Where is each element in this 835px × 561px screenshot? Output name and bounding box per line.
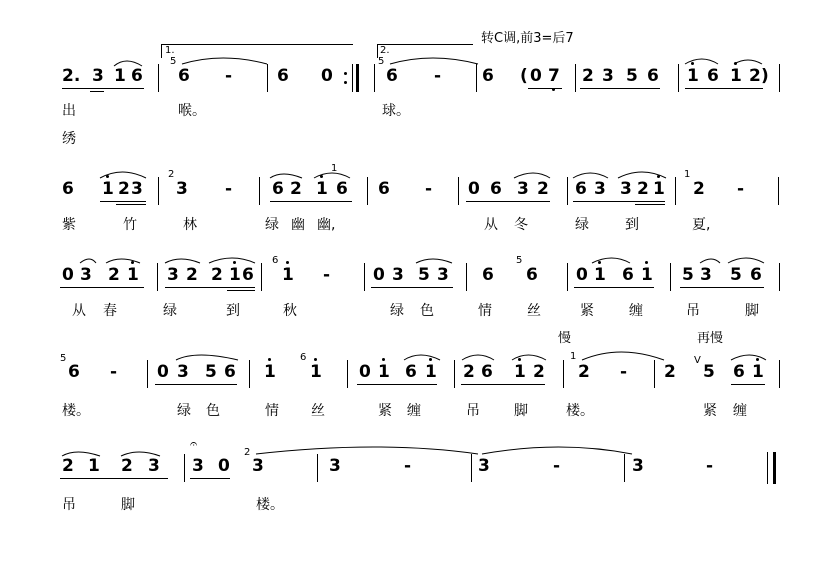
- note: 1: [378, 362, 390, 382]
- barline: [476, 64, 477, 92]
- barline: [261, 263, 262, 291]
- key-change-annotation: 转C调,前3=后7: [481, 31, 574, 46]
- lyric: 楼。: [566, 403, 594, 419]
- lyric: 从: [484, 217, 498, 233]
- breath-mark: V: [694, 355, 701, 366]
- lyric: 喉。: [178, 103, 206, 119]
- note: 3: [437, 265, 449, 285]
- note: 6: [386, 66, 398, 86]
- final-barline-thin: [767, 452, 768, 484]
- lyric: 绿: [390, 303, 404, 319]
- volta-1-left: [161, 44, 162, 58]
- barline: [454, 360, 455, 388]
- staff-line-1: [0, 56, 835, 94]
- note: 1: [114, 66, 126, 86]
- lyric: 冬: [514, 217, 528, 233]
- barline: [654, 360, 655, 388]
- octave-dot-high: [518, 358, 521, 361]
- rest: 0: [218, 456, 230, 476]
- note: 2: [121, 456, 133, 476]
- barline: [675, 177, 676, 205]
- note: 6: [272, 179, 284, 199]
- note: 1: [282, 265, 294, 285]
- note: 6: [378, 179, 390, 199]
- octave-dot-high: [382, 358, 385, 361]
- underline-beam: [60, 478, 168, 479]
- dash: -: [225, 66, 233, 86]
- octave-dot-high: [314, 358, 317, 361]
- lyric: 吊: [466, 403, 480, 419]
- note: 2: [463, 362, 475, 382]
- note: 5: [730, 265, 742, 285]
- note: 6: [481, 362, 493, 382]
- note: 6: [277, 66, 289, 86]
- note: 3: [252, 456, 264, 476]
- barline: [364, 263, 365, 291]
- octave-dot-high: [691, 62, 694, 65]
- lyric: 情: [478, 303, 492, 319]
- grace-note: 5: [378, 56, 385, 67]
- lyric: 缠: [733, 403, 747, 419]
- note: 3: [92, 66, 104, 86]
- note: 3: [602, 66, 614, 86]
- underline-beam: [573, 201, 665, 202]
- lyrics-line-1-verse-2: [0, 130, 835, 152]
- lyric: 紧: [580, 303, 594, 319]
- octave-dot-high: [756, 358, 759, 361]
- lyric: 春: [103, 303, 117, 319]
- note: 6: [336, 179, 348, 199]
- tie: [582, 352, 664, 360]
- note: 3: [176, 179, 188, 199]
- octave-dot-high: [106, 175, 109, 178]
- barline: [158, 177, 159, 205]
- underline-beam: [62, 88, 144, 89]
- barline: [249, 360, 250, 388]
- note: 1: [316, 179, 328, 199]
- volta-1-line: [161, 44, 353, 45]
- note: 3: [131, 179, 143, 199]
- note: 6: [482, 66, 494, 86]
- underline-beam: [685, 88, 763, 89]
- grace-note: 2: [244, 447, 251, 458]
- note: 5: [418, 265, 430, 285]
- staff-line-2: [0, 163, 835, 207]
- rest: 0: [157, 362, 169, 382]
- dash: -: [225, 179, 233, 199]
- tempo-slow-annotation: 慢: [558, 331, 572, 346]
- lyric: 绿: [575, 217, 589, 233]
- underline-beam: [635, 204, 665, 205]
- barline: [147, 360, 148, 388]
- lyrics-line-5: [0, 496, 835, 518]
- note: 1: [752, 362, 764, 382]
- barline: [184, 454, 185, 482]
- staff-line-4: [0, 351, 835, 390]
- note: 3: [632, 456, 644, 476]
- barline: [779, 360, 780, 388]
- note: 2: [749, 66, 761, 86]
- barline: [778, 177, 779, 205]
- octave-dot-high: [131, 261, 134, 264]
- volta-1-label: 1.: [165, 45, 175, 56]
- note: 6: [224, 362, 236, 382]
- note: 6: [68, 362, 80, 382]
- barline: [458, 177, 459, 205]
- octave-dot-high: [598, 261, 601, 264]
- barline: [267, 64, 268, 92]
- rest: 0: [359, 362, 371, 382]
- volta-2-label: 2.: [380, 45, 390, 56]
- barline: [670, 263, 671, 291]
- note: 6: [178, 66, 190, 86]
- note: 6: [482, 265, 494, 285]
- underline-beam: [371, 287, 453, 288]
- note: 6: [131, 66, 143, 86]
- lyric: 缠: [407, 403, 421, 419]
- note: 5: [626, 66, 638, 86]
- dash: -: [425, 179, 433, 199]
- barline: [678, 64, 679, 92]
- dash: -: [620, 362, 628, 382]
- dash: -: [706, 456, 714, 476]
- note: 1: [229, 265, 241, 285]
- note: 2: [664, 362, 676, 382]
- barline: [563, 360, 564, 388]
- note: 2: [62, 456, 74, 476]
- underline-beam: [227, 290, 255, 291]
- staff-line-3: [0, 255, 835, 293]
- lyric: 绣: [62, 131, 76, 147]
- octave-dot-high: [286, 261, 289, 264]
- rest: 0: [530, 66, 542, 86]
- lyric: 球。: [382, 103, 410, 119]
- note: 6: [242, 265, 254, 285]
- underline-beam: [60, 287, 144, 288]
- note: 2.: [62, 66, 81, 86]
- grace-note: 2: [168, 169, 175, 180]
- dash: -: [404, 456, 412, 476]
- barline: [567, 263, 568, 291]
- note: 2: [533, 362, 545, 382]
- note: 3: [80, 265, 92, 285]
- underline-beam: [680, 287, 764, 288]
- grace-note: 6: [300, 352, 307, 363]
- note: 1: [514, 362, 526, 382]
- lyric: 夏,: [692, 217, 711, 233]
- tie: [482, 447, 632, 454]
- barline: [575, 64, 576, 92]
- lyric: 丝: [527, 303, 541, 319]
- dash: -: [737, 179, 745, 199]
- underline-beam: [165, 287, 255, 288]
- note: 1: [730, 66, 742, 86]
- lyric: 吊: [62, 497, 76, 513]
- tempo-slower-annotation: 再慢: [697, 331, 724, 346]
- note: 1: [127, 265, 139, 285]
- lyric: 情: [265, 403, 279, 419]
- lyric: 绿: [265, 217, 279, 233]
- dash: -: [323, 265, 331, 285]
- underline-beam: [528, 88, 562, 89]
- note: 6: [733, 362, 745, 382]
- grace-note: 5: [60, 353, 67, 364]
- repeat-barline: [352, 64, 353, 92]
- lyric: 楼。: [256, 497, 284, 513]
- note: 3: [148, 456, 160, 476]
- note: 3: [177, 362, 189, 382]
- note: 1: [264, 362, 276, 382]
- lyric: 到: [226, 303, 240, 319]
- note: 6: [405, 362, 417, 382]
- note: 6: [750, 265, 762, 285]
- lyric: 绿: [163, 303, 177, 319]
- lyric: 紧: [378, 403, 392, 419]
- rest: 0: [468, 179, 480, 199]
- barline: [259, 177, 260, 205]
- note: 1: [102, 179, 114, 199]
- fermata: 𝄐: [190, 437, 198, 452]
- barline: [624, 454, 625, 482]
- final-barline-thick: [773, 452, 776, 484]
- note: 5: [205, 362, 217, 382]
- lyric: 脚: [514, 403, 528, 419]
- rest: 0: [373, 265, 385, 285]
- dash: -: [110, 362, 118, 382]
- barline: [347, 360, 348, 388]
- note: 3: [192, 456, 204, 476]
- paren-open: (: [520, 66, 528, 86]
- octave-dot-high: [320, 175, 323, 178]
- note: 2: [186, 265, 198, 285]
- note: 6: [490, 179, 502, 199]
- note: 1: [687, 66, 699, 86]
- lyric: 色: [206, 403, 220, 419]
- volta-2-line: [377, 44, 473, 45]
- note: 1: [594, 265, 606, 285]
- lyric: 丝: [311, 403, 325, 419]
- barline: [779, 263, 780, 291]
- barline: [374, 64, 375, 92]
- note: 6: [622, 265, 634, 285]
- barline: [317, 454, 318, 482]
- note: 1: [653, 179, 665, 199]
- underline-beam: [100, 201, 146, 202]
- barline: [567, 177, 568, 205]
- note: 3: [478, 456, 490, 476]
- note: 2: [582, 66, 594, 86]
- lyric: 紫: [62, 217, 76, 233]
- lyric: 紧: [703, 403, 717, 419]
- underline-beam: [731, 384, 765, 385]
- grace-note: 5: [516, 255, 523, 266]
- barline: [367, 177, 368, 205]
- lyric: 色: [420, 303, 434, 319]
- note: 2: [118, 179, 130, 199]
- lyrics-line-1: [0, 102, 835, 124]
- staff-line-5: [0, 437, 835, 484]
- rest: 0: [62, 265, 74, 285]
- rest: 0: [576, 265, 588, 285]
- note: 1: [88, 456, 100, 476]
- tie: [256, 447, 478, 454]
- lyrics-line-3: [0, 302, 835, 324]
- grace-note: 6: [272, 255, 279, 266]
- underline-beam: [580, 88, 660, 89]
- barline: [779, 64, 780, 92]
- lyric: 脚: [121, 497, 135, 513]
- underline-beam: [357, 384, 437, 385]
- note: 3: [700, 265, 712, 285]
- repeat-barline-thick: [356, 64, 359, 92]
- octave-dot-high: [734, 62, 737, 65]
- note: 2: [211, 265, 223, 285]
- lyric: 出: [62, 103, 76, 119]
- lyric: 幽,: [317, 217, 336, 233]
- lyric: 脚: [745, 303, 759, 319]
- underline-beam: [270, 201, 352, 202]
- lyric: 到: [625, 217, 639, 233]
- note: 1: [310, 362, 322, 382]
- lyrics-line-4: [0, 402, 835, 424]
- note: 3: [594, 179, 606, 199]
- grace-note: 1: [331, 163, 338, 174]
- lyric: 林: [183, 217, 197, 233]
- underline-beam: [574, 287, 654, 288]
- note: 2: [578, 362, 590, 382]
- rest: 0: [321, 66, 333, 86]
- note: 6: [62, 179, 74, 199]
- note: 2: [693, 179, 705, 199]
- dash: -: [553, 456, 561, 476]
- lyric: 绿: [177, 403, 191, 419]
- underline-beam: [116, 204, 146, 205]
- underline-beam: [90, 91, 104, 92]
- note: 6: [526, 265, 538, 285]
- lyric: 幽: [291, 217, 305, 233]
- note: 6: [647, 66, 659, 86]
- grace-note: 1: [684, 169, 691, 180]
- note: 1: [425, 362, 437, 382]
- note: 2: [537, 179, 549, 199]
- lyric: 缠: [629, 303, 643, 319]
- underline-beam: [155, 384, 237, 385]
- octave-dot-high: [233, 261, 236, 264]
- note: 3: [517, 179, 529, 199]
- note: 3: [329, 456, 341, 476]
- repeat-dot: [344, 81, 347, 84]
- repeat-dot: [344, 72, 347, 75]
- lyric: 秋: [283, 303, 297, 319]
- octave-dot-high: [429, 358, 432, 361]
- lyrics-line-2: [0, 216, 835, 238]
- note: 3: [167, 265, 179, 285]
- barline: [466, 263, 467, 291]
- note: 2: [637, 179, 649, 199]
- paren-close: ): [761, 66, 769, 86]
- lyric: 吊: [686, 303, 700, 319]
- octave-dot-high: [645, 261, 648, 264]
- note: 7: [548, 66, 560, 86]
- note: 1: [641, 265, 653, 285]
- octave-dot-high: [268, 358, 271, 361]
- lyric: 楼。: [62, 403, 90, 419]
- barline: [158, 64, 159, 92]
- grace-note: 5: [170, 56, 177, 67]
- underline-beam: [466, 201, 550, 202]
- note: 6: [707, 66, 719, 86]
- note: 3: [392, 265, 404, 285]
- underline-beam: [461, 384, 545, 385]
- dash: -: [434, 66, 442, 86]
- note: 6: [575, 179, 587, 199]
- note: 5: [703, 362, 715, 382]
- note: 5: [682, 265, 694, 285]
- lyric: 从: [72, 303, 86, 319]
- barline: [471, 454, 472, 482]
- grace-note: 1: [570, 351, 577, 362]
- underline-beam: [190, 478, 230, 479]
- barline: [157, 263, 158, 291]
- note: 2: [290, 179, 302, 199]
- note: 2: [108, 265, 120, 285]
- lyric: 竹: [123, 217, 137, 233]
- note: 3: [620, 179, 632, 199]
- octave-dot-high: [657, 175, 660, 178]
